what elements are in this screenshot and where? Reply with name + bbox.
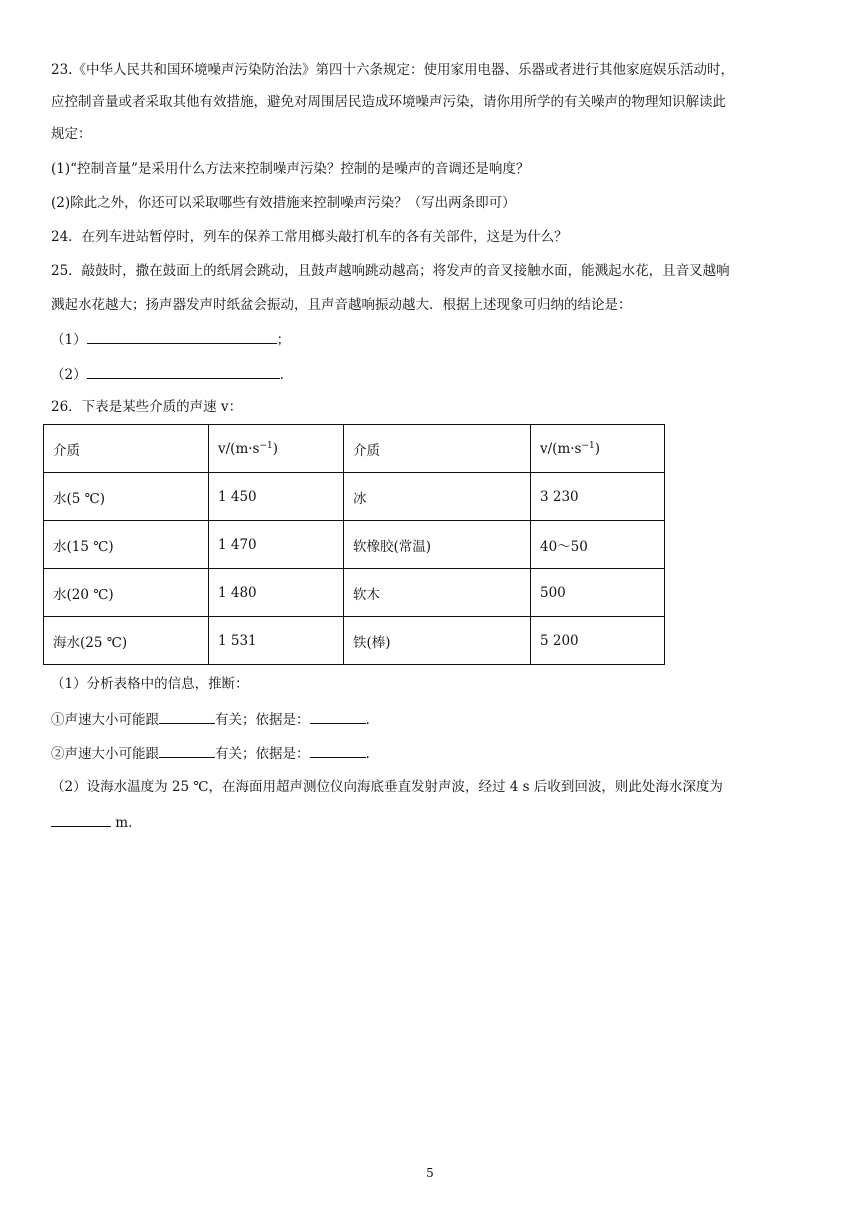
table-cell: 软木 [344, 569, 531, 617]
table-row [44, 473, 665, 521]
table-cell: 5 200 [531, 617, 665, 665]
header-medium-1: 介质 [44, 425, 209, 473]
page-number: 5 [426, 1166, 434, 1180]
header-medium-2: 介质 [344, 425, 531, 473]
q26-part-2: （2）设海水温度为 25 ℃，在海面用超声测位仪向海底垂直发射声波，经过 4 s 后收到回波，则此处海水深度为 [51, 779, 723, 795]
q26-inference-2: ②声速大小可能跟 有关；依据是： . [51, 743, 370, 764]
table-cell: 冰 [344, 473, 531, 521]
table-cell: 1 450 [209, 473, 344, 521]
unit-exponent: −1 [259, 440, 273, 451]
q26-inference-1: ①声速大小可能跟 有关；依据是： . [51, 709, 370, 730]
table-row [44, 521, 665, 569]
q23-line-3: 规定： [51, 126, 92, 142]
table-row [44, 617, 665, 665]
table-cell: 1 480 [209, 569, 344, 617]
q25-answer-2-end: . [279, 367, 284, 383]
table-row [44, 569, 665, 617]
q25-answer-1-label: （1） [51, 332, 87, 348]
q24-text: 24．在列车进站暂停时，列车的保养工常用榔头敲打机车的各有关部件，这是为什么？ [51, 229, 568, 245]
inference-2-basis-blank[interactable] [310, 743, 366, 758]
inference-2-factor-blank[interactable] [159, 743, 215, 758]
q25-answer-1-end: ； [276, 332, 291, 348]
table-header-row [44, 425, 665, 473]
q25-line-1: 25．敲鼓时，撒在鼓面上的纸屑会跳动，且鼓声越响跳动越高；将发声的音叉接触水面，能溅起水花，且音叉越响 [51, 263, 730, 279]
inference-1-factor-blank[interactable] [159, 709, 215, 724]
q23-line-1: 23.《中华人民共和国环境噪声污染防治法》第四十六条规定：使用家用电器、乐器或者进行其他家庭娱乐活动时， [51, 62, 734, 78]
sound-speed-table [43, 424, 665, 665]
inference-1-basis-blank[interactable] [310, 709, 366, 724]
q23-sub-question-2: (2)除此之外，你还可以采取哪些有效措施来控制噪声污染？（写出两条即可） [51, 195, 516, 211]
q23-line-2: 应控制音量或者采取其他有效措施，避免对周围居民造成环境噪声污染，请你用所学的有关噪声的物理知识解读此 [51, 94, 726, 110]
table-cell: 1 470 [209, 521, 344, 569]
q26-part-2-answer: m． [51, 812, 142, 833]
table-cell: 水(5 ℃) [44, 473, 209, 521]
table-cell: 水(20 ℃) [44, 569, 209, 617]
table-cell: 1 531 [209, 617, 344, 665]
q26-part-1: （1）分析表格中的信息，推断： [51, 676, 249, 692]
header-speed-1: $v/(m\cdot s^{-1})$ [209, 425, 344, 473]
q25-answer-2-blank[interactable] [87, 364, 280, 379]
header-speed-2: $v/(m\cdot s^{-1})$ [531, 425, 665, 473]
q23-sub-question-1: (1)“控制音量”是采用什么方法来控制噪声污染？控制的是噪声的音调还是响度？ [51, 161, 530, 177]
q25-answer-1 [51, 329, 290, 350]
q26-intro: 26．下表是某些介质的声速 v： [51, 399, 243, 415]
table-cell: 铁(棒) [344, 617, 531, 665]
table-cell: 软橡胶(常温) [344, 521, 531, 569]
q25-answer-1-blank[interactable] [87, 329, 277, 344]
table-cell: 水(15 ℃) [44, 521, 209, 569]
unit-exponent: −1 [581, 440, 595, 451]
table-cell: 40～50 [531, 521, 665, 569]
table-cell: 海水(25 ℃) [44, 617, 209, 665]
q25-answer-2-label: （2） [51, 367, 87, 383]
sea-depth-blank[interactable] [51, 812, 111, 827]
table-cell: 3 230 [531, 473, 665, 521]
table-cell: 500 [531, 569, 665, 617]
q25-line-2: 溅起水花越大；扬声器发声时纸盆会振动，且声音越响振动越大．根据上述现象可归纳的结论是： [51, 297, 632, 313]
q25-answer-2 [51, 364, 284, 385]
